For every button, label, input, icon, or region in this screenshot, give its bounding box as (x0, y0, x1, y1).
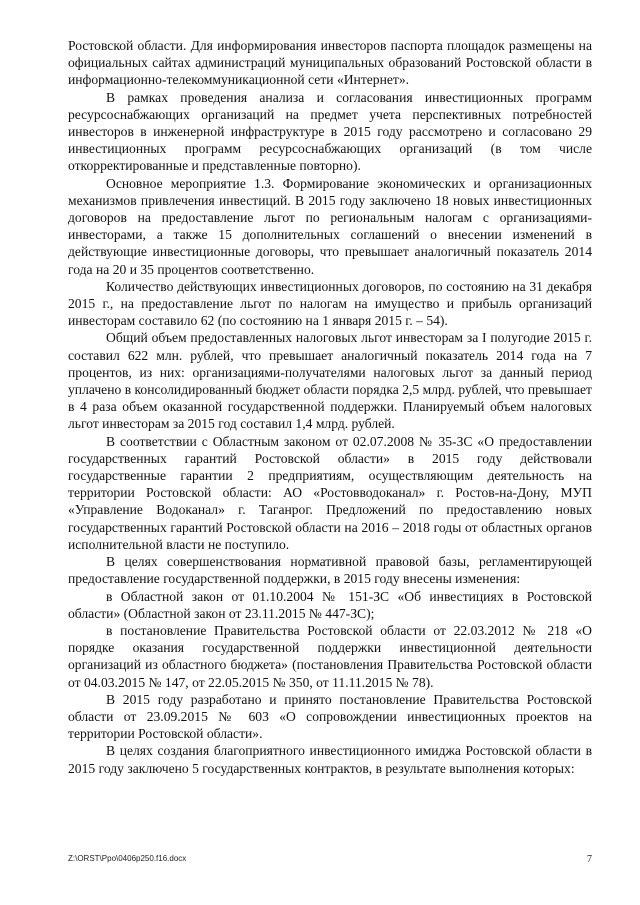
paragraph-5: Общий объем предоставленных налоговых льгот инвесторам за I полугодие 2015 г. составил 622 млн. рублей, что превышает аналогичный показатель 2014 года на 7 процентов, из них: организациями-получателями налоговых льгот за данный период уплачено в консолидированный бюджет области порядка 2,5 млрд. рублей, что превышает в 4 раза объем оказанной государственной поддержки. Планируемый объем налоговых льгот инвесторам за 2015 год составил 1,4 млрд. рублей. (68, 330, 592, 432)
paragraph-8: в Областной закон от 01.10.2004 № 151-ЗС «Об инвестициях в Ростовской области» (Областной закон от 23.11.2015 № 447-ЗС); (68, 588, 592, 621)
paragraph-10: В 2015 году разработано и принято постановление Правительства Ростовской области от 23.09.2015 № 603 «О сопровождении инвестиционных проектов на территории Ростовской области». (68, 691, 592, 742)
paragraph-6: В соответствии с Областным законом от 02.07.2008 № 35-ЗС «О предоставлении государственных гарантий Ростовской области» в 2015 году действовали государственные гарантии 2 предприятиям, осуществляющим деятельность на территории Ростовской области: АО «Ростовводоканал» г. Ростов-на-Дону, МУП «Управление Водоканал» г. Таганрог. Предложений по предоставлению новых государственных гарантий Ростовской области на 2016 – 2018 годы от областных органов исполнительной власти не поступило. (68, 433, 592, 552)
paragraph-11: В целях создания благоприятного инвестиционного имиджа Ростовской области в 2015 году заключено 5 государственных контрактов, в результате выполнения которых: (68, 743, 592, 776)
paragraph-4: Количество действующих инвестиционных договоров, по состоянию на 31 декабря 2015 г., на предоставление льгот по налогам на имущество и прибыль организаций инвесторам составило 62 (по состоянию на 1 января 2015 г. – 54). (68, 278, 592, 329)
paragraph-9: в постановление Правительства Ростовской области от 22.03.2012 № 218 «О порядке оказания государственной поддержки инвестиционной деятельности организаций из областного бюджета» (постановления Правительства Ростовской области от 04.03.2015 № 147, от 22.05.2015 № 350, от 11.11.2015 № 78). (68, 622, 592, 690)
page-number: 7 (587, 854, 592, 865)
document-body (68, 37, 592, 777)
page-footer (68, 854, 592, 863)
footer-file-path: Z:\ORST\Ppo\0406p250.f16.docx (68, 854, 187, 863)
paragraph-7: В целях совершенствования нормативной правовой базы, регламентирующей предоставление государственной поддержки, в 2015 году внесены изменения: (68, 554, 592, 587)
paragraph-1: Ростовской области. Для информирования инвесторов паспорта площадок размещены на официальных сайтах администраций муниципальных образований Ростовской области в информационно-телекоммуникационной сети «Интернет». (68, 38, 592, 88)
paragraph-2: В рамках проведения анализа и согласования инвестиционных программ ресурсоснабжающих организаций на предмет учета перспективных потребностей инвесторов в инженерной инфраструктуре в 2015 году рассмотрено и согласовано 29 инвестиционных программ ресурсоснабжающих организаций (в том числе откорректированные и представленные повторно). (68, 89, 592, 174)
paragraph-3: Основное мероприятие 1.3. Формирование экономических и организационных механизмов привлечения инвестиций. В 2015 году заключено 18 новых инвестиционных договоров на предоставление льгот по региональным налогам с организациями-инвесторами, а также 15 дополнительных соглашений о внесении изменений в действующие инвестиционные договоры, что превышает аналогичный показатель 2014 года на 20 и 35 процентов соответственно. (68, 175, 592, 277)
